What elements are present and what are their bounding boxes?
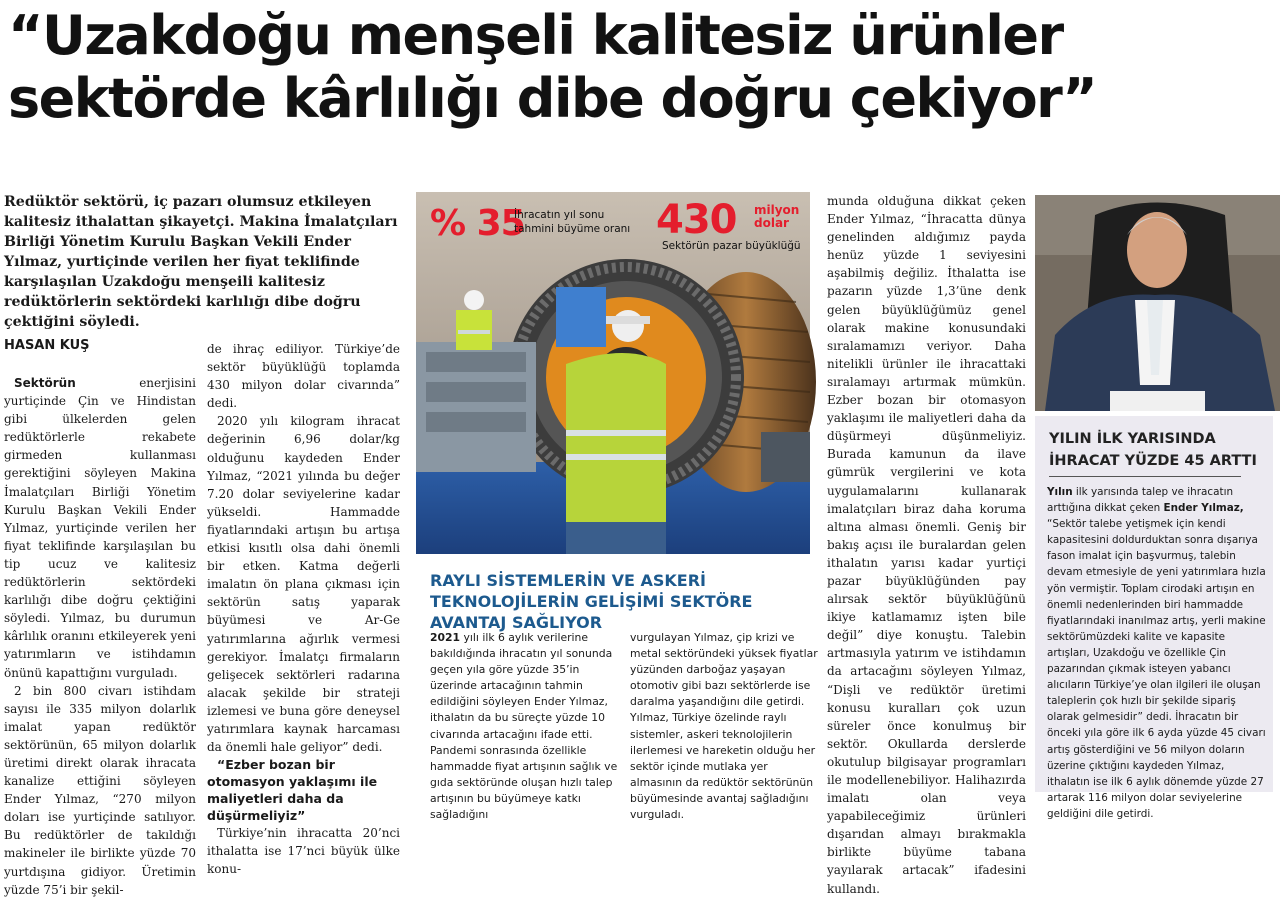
subheading: “Ezber bozan bir otomasyon yaklaşımı ile maliyetleri daha da düşürmeliyiz” bbox=[207, 757, 378, 824]
sidebar-text-part: “Sektör talebe yetişmek için kendi kapasitesini doldurduktan sonra dışarıya fason imalat için başvurmuş, talebin devam etmesiyle de yeni yatırımlara hızla yön vermiştir. Toplam cirodaki artışın en önemli nedenlerinden biri hammadde fiyatlarındaki inanılmaz artış, yerli makine sektörümüzdeki kalite ve kapasite artışları, Uzakdoğu ve özellikle Çin pazarından çıkmak isteyen yabancı alıcıların Türkiye’ye olan ilgileri ile oluşan taleplerin çok hızlı bir şekilde sipariş olarak gelmesidir” dedi. İhracatın bir önceki yıla göre ilk 6 ayda yüzde 45 civarı artış gösterdiğini ve 56 milyon doların üzerine çıktığını kaydeden Yılmaz, ithalatın ise ilk 6 aylık dönemde yüzde 27 artarak 116 milyon dolar seviyelerine geldiğini dile getirdi. bbox=[1047, 518, 1266, 820]
sidebar-title bbox=[1049, 428, 1259, 472]
article-column-1 bbox=[4, 374, 196, 897]
byline: HASAN KUŞ bbox=[4, 338, 90, 353]
sidebar-text-part: ilk yarısında talep ve ihracatın arttığına dikkat çeken bbox=[1047, 486, 1234, 515]
drop-lead-word: Sektörün bbox=[14, 376, 76, 390]
box-lead-word: 2021 bbox=[430, 631, 461, 644]
market-size-unit: milyon dolar bbox=[754, 203, 800, 230]
paragraph bbox=[4, 374, 196, 682]
sidebar-text bbox=[1047, 484, 1269, 820]
box-text: yılı ilk 6 aylık verilerine bakıldığında ihracatın yıl sonunda geçen yıla göre yüzde 35’in üzerinde artacağının tahmin edildiğini söyleyen Ender Yılmaz, ithalatın da bu süreçte yüzde 10 civarında artacağını ifade etti. Pandemi sonrasında özellikle hammadde fiyat artışının sağlık ve gıda sektöründe oluşan hızlı talep artışının bu büyümeye katkı sağladığını bbox=[430, 631, 618, 822]
sidebar-divider bbox=[1049, 476, 1241, 477]
headline-line-2: sektörde kârlılığı dibe doğru çekiyor” bbox=[8, 67, 1097, 130]
box-column-2: vurgulayan Yılmaz, çip krizi ve metal sektöründeki yüksek fiyatlar yüzünden darboğaz yaşayan otomotiv gibi bazı sektörlerde ise daralma yaşandığını dile getirdi. Yılmaz, Türkiye özelinde raylı sistemler, askeri teknolojilerin ilerlemesi ve hareketin olduğu her sektör içinde mutlaka yer almasının da redüktör sektörünün büyümesinde avantaj sağladığını vurguladı. bbox=[630, 631, 818, 822]
paragraph-text: enerjisini yurtiçinde Çin ve Hindistan gibi ülkelerden gelen redüktörlerle rekabete girmeden kullanması gerektiğini söyleyen Makina İmalatçıları Birliği Yönetim Kurulu Başkan Vekili Ender Yılmaz, yurtiçinde verilen her fiyat teklifinde karşılaşılan bu tip ucuz ve kalitesiz redüktörlerin sektördeki karlılığı dibe doğru çektiğini söyledi. Yılmaz, bu durumun kârlılık oranını etkileyerek yeni yatırımların ve istihdamın önünü kapattığını vurguladı. bbox=[4, 376, 196, 680]
headline bbox=[8, 4, 1272, 130]
headline-line-1: “Uzakdoğu menşeli kalitesiz ürünler bbox=[8, 4, 1063, 67]
sidebar-lead-word: Yılın bbox=[1047, 486, 1073, 498]
paragraph: 2020 yılı kilogram ihracat değerinin 6,96 dolar/kg olduğunu kaydeden Ender Yılmaz, “2021 yılında bu değer 7.20 dolar seviyelerine kadar yükseldi. Hammadde fiyatlarındaki artışın bu artışa etkisi kısıtlı olsa dahi önemli bir etken. Katma değerli imalatın ön plana çıkması için sektörün satış yaparak büyümesi ve Ar-Ge yatırımlarına ağırlık vermesi gerekiyor. İmalatçı firmaların gelişecek sektörleri radarına alacak şekilde bir strateji izlemesi ve buna göre deneysel yatırımlara kaynak harcaması da önemli hale geliyor” dedi. bbox=[207, 414, 400, 755]
box-title: RAYLI SİSTEMLERİN VE ASKERİ TEKNOLOJİLERİN GELİŞİMİ SEKTÖRE AVANTAJ SAĞLIYOR bbox=[430, 571, 753, 632]
market-size-caption: Sektörün pazar büyüklüğü bbox=[662, 240, 801, 252]
person-portrait bbox=[1035, 195, 1280, 411]
sidebar-title-line-2: İHRACAT YÜZDE 45 ARTTI bbox=[1049, 453, 1257, 469]
paragraph: 2 bin 800 civarı istihdam sayısı ile 335 milyon dolarlık imalat yapan redüktör sektörünün, 65 milyon dolarlık üretimi direkt olarak ihracata kanalize ettiğini söyleyen Ender Yılmaz, “270 milyon doları ise yurtiçinde satılıyor. Bu redüktörler de takıldığı makineler ile birlikte yüzde 70 yurtdışına gidiyor. Üretimin yüzde 75’i bir şekil- bbox=[4, 683, 196, 897]
article-column-3 bbox=[827, 192, 1026, 896]
growth-rate-caption: İhracatın yıl sonu tahmini büyüme oranı bbox=[514, 209, 631, 235]
portrait-photo bbox=[1035, 195, 1280, 411]
sidebar-title-line-1: YILIN İLK YARISINDA bbox=[1049, 431, 1216, 447]
paragraph: de ihraç ediliyor. Türkiye’de sektör büyüklüğü toplamda 430 milyon dolar civarında” dedi. bbox=[207, 342, 400, 411]
lead-paragraph: Redüktör sektörü, iç pazarı olumsuz etkileyen kalitesiz ithalattan şikayetçi. Makina İmalatçıları Birliği Yönetim Kurulu Başkan Vekili Ender Yılmaz, yurtiçinde verilen her fiyat teklifinde karşılaşılan Uzakdoğu menşeili kalitesiz redüktörlerin sektördeki karlılığı dibe doğru çektiğini söyledi. bbox=[4, 194, 398, 330]
paragraph: Türkiye’nin ihracatta 20’nci ithalatta ise 17’nci büyük ülke konu- bbox=[207, 826, 400, 877]
sidebar-name: Ender Yılmaz, bbox=[1163, 502, 1244, 515]
box-column-1 bbox=[430, 630, 622, 822]
article-column-2 bbox=[207, 340, 400, 877]
paragraph: munda olduğuna dikkat çeken Ender Yılmaz, “İhracatta dünya genelinden aldığımız payda henüz yüzde 1 seviyesini aşabilmiş değiliz. İthalatta ise pazarın yüzde 1,3’üne denk gelen büyüklüğümüz genel olarak makine konusundaki sıralamamızı veriyor. Daha nitelikli ürünler ile ihracattaki sıralamayı artırmak mümkün. Ezber bozan bir otomasyon yaklaşımı ile maliyetleri daha da düşürmeyi düşünmeliyiz. Burada kamunun da ilave gümrük vergilerini ve kota uygulamalarını kullanarak imalatçıları biraz daha koruma altına alması önemli. Geniş bir bakış açısı ile buralardan gelen ithalatın yarısı kadar yurtiçi pazar büyüklüğünden pay alırsak sektör büyüklüğünü ikiye katlamamız işten bile değil” diye konuştu. Talebin artmasıyla yatırım ve istihdamın da artacağını söyleyen Yılmaz, “Dişli ve redüktör üretimi konusu kuralları çok uzun süreler önce konulmuş bir sektör. Okullarda derslerde okutulup bilgisayar programları ile modellenebiliyor. Halihazırda imalatı olan veya yapabileceğimiz ürünleri dışarıdan almayı bırakmakla birlikte büyüme tabana yayılarak artacak” ifadesini kullandı. bbox=[827, 194, 1026, 896]
gearbox-photo bbox=[416, 192, 810, 554]
market-size-stat: 430 bbox=[656, 197, 737, 243]
growth-rate-stat: % 35 bbox=[430, 203, 525, 244]
